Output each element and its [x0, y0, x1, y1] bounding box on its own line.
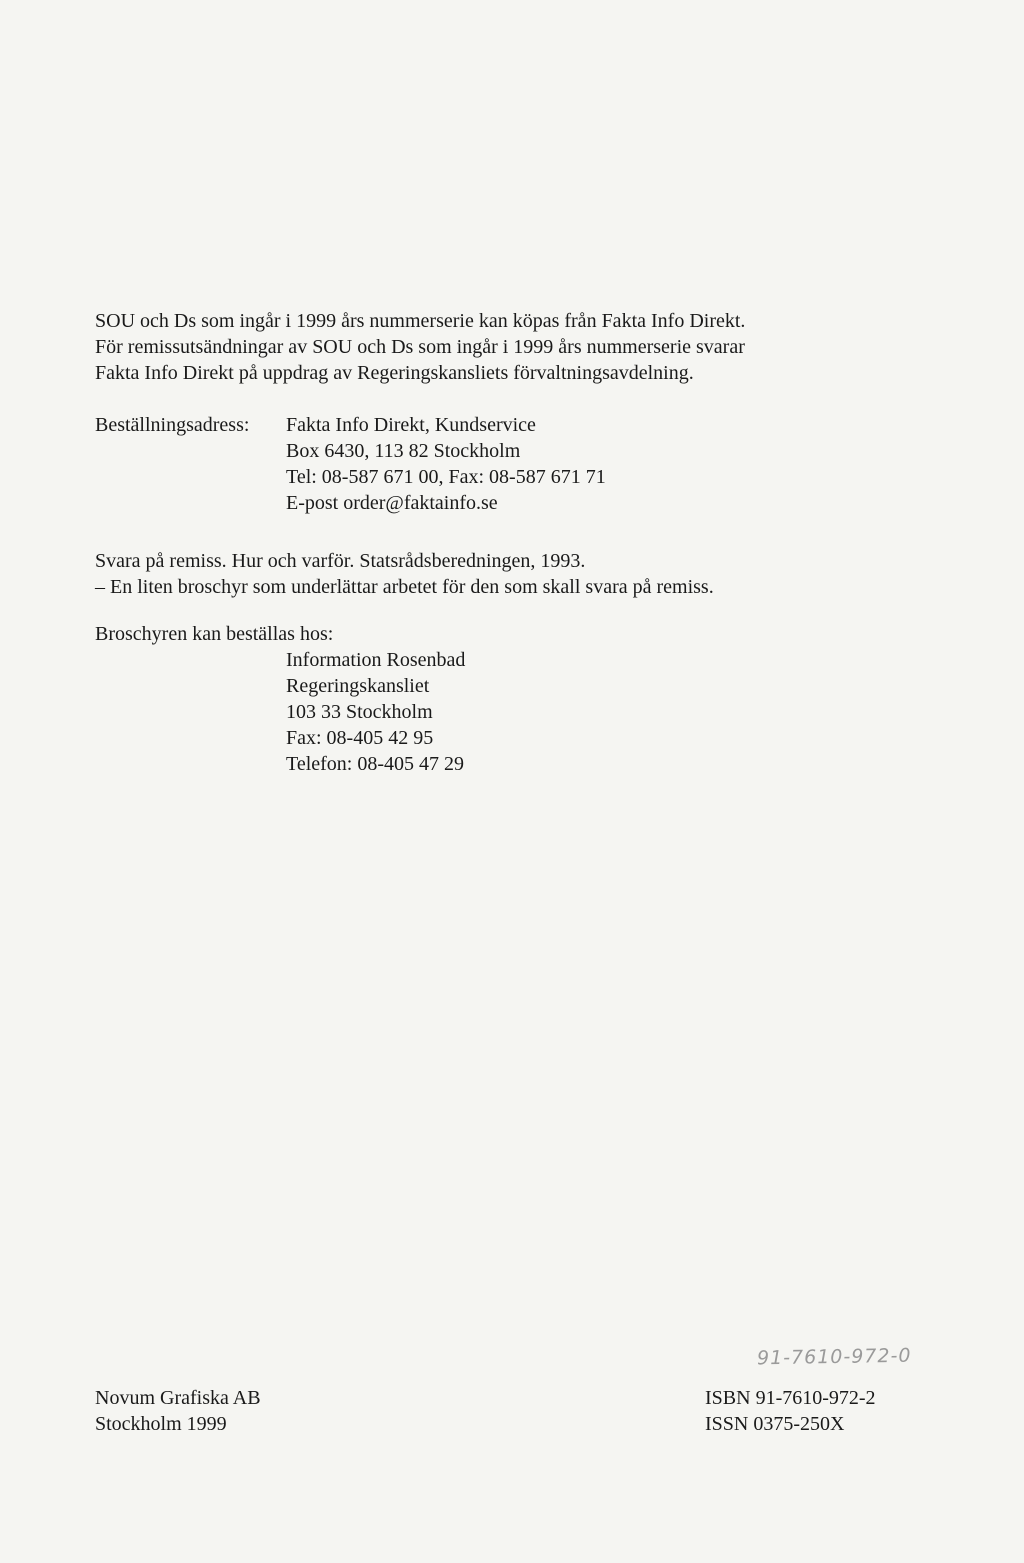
- handwritten-note: 91-7610-972-0: [756, 1344, 912, 1370]
- intro-line: SOU och Ds som ingår i 1999 års nummerserie kan köpas från Fakta Info Direkt.: [95, 310, 746, 332]
- brochure-address-line: Regeringskansliet: [286, 675, 430, 697]
- issn-line: ISSN 0375-250X: [705, 1413, 845, 1435]
- brochure-fax-line: Fax: 08-405 42 95: [286, 727, 434, 749]
- order-phone-line: Tel: 08-587 671 00, Fax: 08-587 671 71: [286, 466, 606, 488]
- isbn-line: ISBN 91-7610-972-2: [705, 1387, 876, 1409]
- identifier-block: [705, 1385, 876, 1437]
- order-address-line: Fakta Info Direkt, Kundservice: [286, 414, 536, 436]
- intro-paragraph: [95, 308, 745, 386]
- remiss-line: – En liten broschyr som underlättar arbetet för den som skall svara på remiss.: [95, 576, 714, 598]
- printer-place-year: Stockholm 1999: [95, 1413, 227, 1435]
- intro-line: Fakta Info Direkt på uppdrag av Regeringskansliets förvaltningsavdelning.: [95, 362, 694, 384]
- remiss-line: Svara på remiss. Hur och varför. Statsrådsberedningen, 1993.: [95, 550, 586, 572]
- brochure-address-line: Information Rosenbad: [286, 649, 466, 671]
- order-address-line: Box 6430, 113 82 Stockholm: [286, 440, 521, 462]
- brochure-address-block: [286, 647, 465, 777]
- brochure-phone-line: Telefon: 08-405 47 29: [286, 753, 465, 775]
- remiss-paragraph: [95, 548, 714, 600]
- brochure-address-line: 103 33 Stockholm: [286, 701, 433, 723]
- order-email-line: E-post order@faktainfo.se: [286, 492, 498, 514]
- printer-name: Novum Grafiska AB: [95, 1387, 261, 1409]
- printer-imprint: [95, 1385, 261, 1437]
- intro-line: För remissutsändningar av SOU och Ds som ingår i 1999 års nummerserie svarar: [95, 336, 745, 358]
- order-address-block: [286, 412, 606, 516]
- brochure-label: Broschyren kan beställas hos:: [95, 623, 334, 645]
- order-address-label: Beställningsadress:: [95, 414, 250, 436]
